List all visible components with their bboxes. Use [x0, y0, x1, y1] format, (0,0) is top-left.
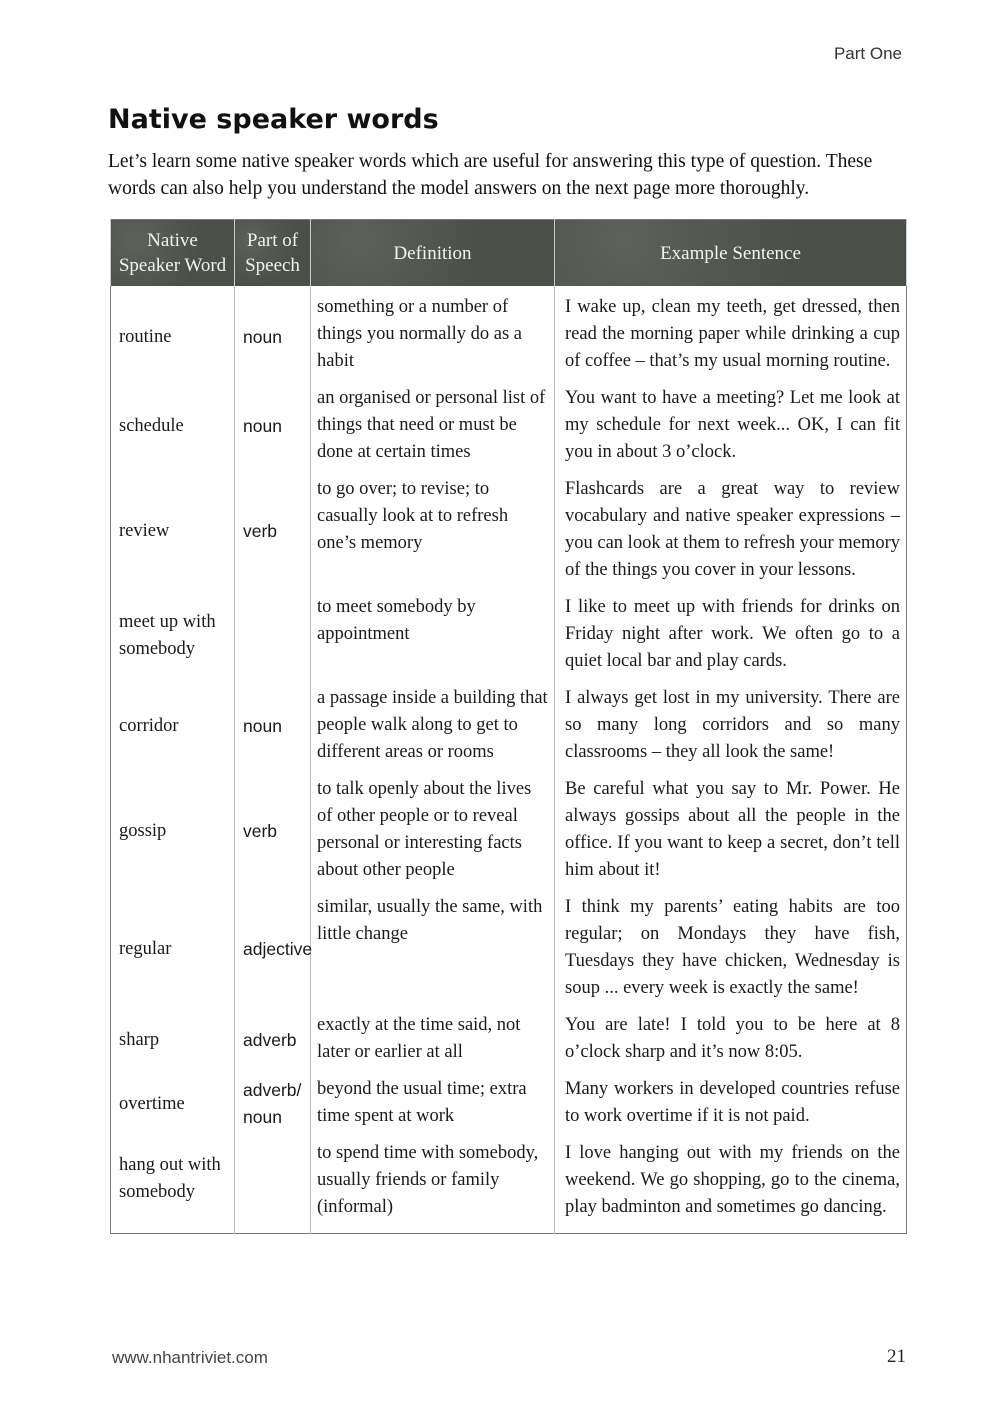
cell-definition: something or a number of things you normally do as a habit	[311, 286, 555, 381]
cell-definition: to talk openly about the lives of other people or to reveal personal or interesting facts about other people	[311, 772, 555, 890]
cell-definition: to meet somebody by appointment	[311, 590, 555, 681]
table-row	[111, 772, 907, 890]
table-body	[111, 286, 907, 1234]
table-header-row	[111, 220, 907, 287]
cell-pos: noun	[235, 381, 311, 472]
column-header-word-line2: Speaker Word	[118, 255, 227, 276]
footer-website: www.nhantriviet.com	[112, 1348, 268, 1367]
cell-definition: an organised or personal list of things that need or must be done at certain times	[311, 381, 555, 472]
intro-paragraph: Let’s learn some native speaker words which are useful for answering this type of question. These words can also help you understand the model answers on the next page more thoroughly.	[108, 151, 873, 199]
cell-word: sharp	[119, 1029, 160, 1050]
cell-definition: a passage inside a building that people walk along to get to different areas or rooms	[311, 681, 555, 772]
cell-word: corridor	[119, 716, 179, 736]
column-header-definition	[311, 220, 555, 287]
cell-example: I think my parents’ eating habits are too regular; on Mondays they have fish, Tuesdays they have chicken, Wednesday is soup ... every week is exactly the same!	[555, 890, 907, 1008]
cell-definition: similar, usually the same, with little change	[311, 890, 555, 1008]
column-header-example-label: Example Sentence	[660, 242, 801, 264]
cell-pos: adjective	[235, 890, 311, 1008]
column-header-pos-line1: Part of	[246, 230, 299, 251]
cell-pos	[235, 590, 311, 681]
table-row	[111, 890, 907, 1008]
table-header	[111, 220, 907, 287]
cell-word: meet up with somebody	[119, 611, 216, 659]
cell-definition: to go over; to revise; to casually look at to refresh one’s memory	[311, 472, 555, 590]
cell-definition: exactly at the time said, not later or earlier at all	[311, 1008, 555, 1072]
cell-pos: adverb	[235, 1008, 311, 1072]
cell-word: overtime	[119, 1093, 185, 1114]
column-header-pos-line2: Speech	[245, 255, 300, 276]
table-row	[111, 590, 907, 681]
cell-pos: adverb/ noun	[235, 1072, 311, 1136]
cell-example: You want to have a meeting? Let me look at my schedule for next week... OK, I can fit you in about 3 o’clock.	[555, 381, 907, 472]
cell-pos: noun	[235, 286, 311, 381]
table-row	[111, 472, 907, 590]
table-row	[111, 1136, 907, 1234]
cell-word: hang out with somebody	[119, 1154, 221, 1202]
page-title: Native speaker words	[108, 104, 439, 135]
cell-word: schedule	[119, 416, 184, 436]
page-number: 21	[887, 1346, 906, 1367]
cell-pos	[235, 1136, 311, 1234]
cell-word: gossip	[119, 820, 167, 841]
table-row	[111, 681, 907, 772]
cell-definition: to spend time with somebody, usually friends or family (informal)	[311, 1136, 555, 1234]
column-header-pos	[235, 220, 311, 287]
cell-example: I love hanging out with my friends on the weekend. We go shopping, go to the cinema, play badminton and sometimes go dancing.	[555, 1136, 907, 1234]
cell-word: review	[119, 520, 170, 541]
cell-example: I always get lost in my university. There are so many long corridors and so many classrooms – they all look the same!	[555, 681, 907, 772]
cell-example: Flashcards are a great way to review vocabulary and native speaker expressions – you can look at them to refresh your memory of the things you cover in your lessons.	[555, 472, 907, 590]
column-header-example	[555, 220, 907, 287]
page-part-label: Part One	[833, 44, 902, 63]
cell-example: You are late! I told you to be here at 8 o’clock sharp and it’s now 8:05.	[555, 1008, 907, 1072]
cell-example: I wake up, clean my teeth, get dressed, then read the morning paper while drinking a cup of coffee – that’s my usual morning routine.	[555, 286, 907, 381]
column-header-word	[111, 220, 235, 287]
cell-word: routine	[119, 327, 172, 347]
cell-example: Many workers in developed countries refuse to work overtime if it is not paid.	[555, 1072, 907, 1136]
cell-pos: noun	[235, 681, 311, 772]
cell-pos: verb	[235, 772, 311, 890]
cell-example: Be careful what you say to Mr. Power. He always gossips about all the people in the office. If you want to keep a secret, don’t tell him about it!	[555, 772, 907, 890]
cell-example: I like to meet up with friends for drinks on Friday night after work. We often go to a quiet local bar and play cards.	[555, 590, 907, 681]
table-row	[111, 1072, 907, 1136]
cell-pos: verb	[235, 472, 311, 590]
table-row	[111, 1008, 907, 1072]
cell-definition: beyond the usual time; extra time spent at work	[311, 1072, 555, 1136]
table-row	[111, 381, 907, 472]
table-row	[111, 286, 907, 381]
column-header-definition-label: Definition	[393, 242, 472, 264]
vocabulary-table	[110, 219, 907, 1234]
cell-word: regular	[119, 938, 172, 959]
column-header-word-line1: Native	[147, 230, 198, 251]
